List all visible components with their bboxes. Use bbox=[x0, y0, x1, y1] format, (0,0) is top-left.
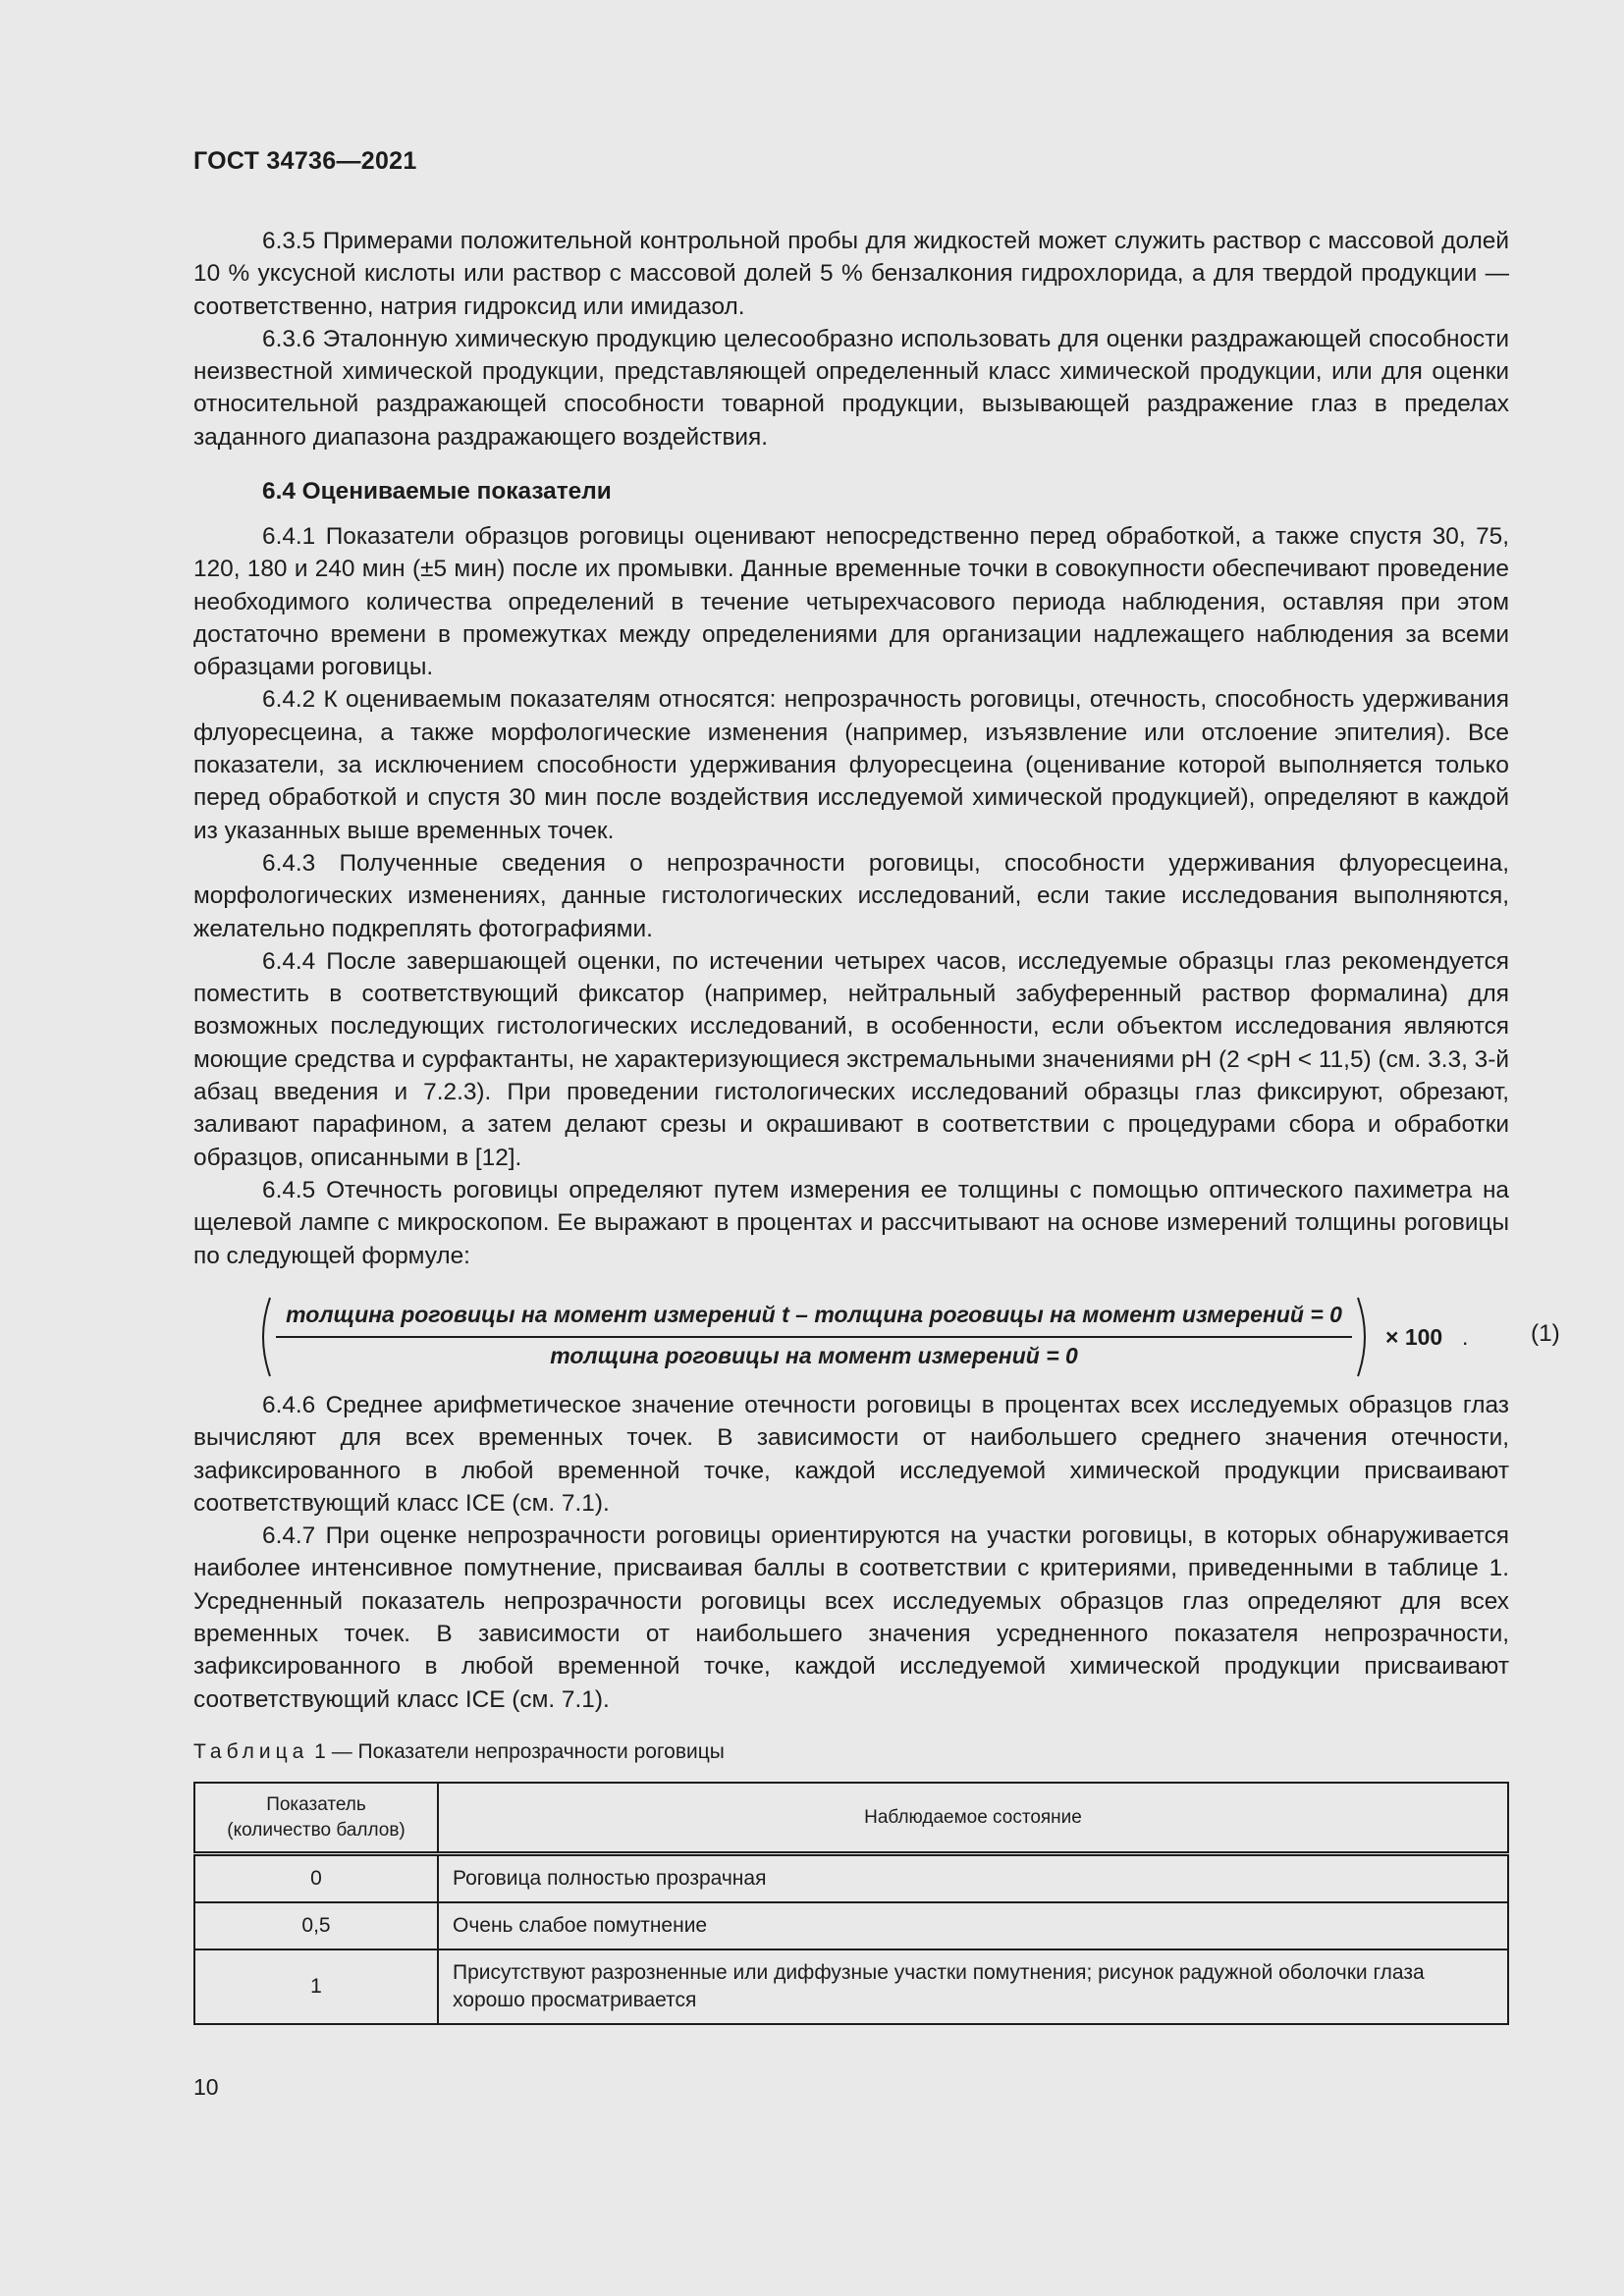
header-score-line2: (количество баллов) bbox=[227, 1819, 406, 1841]
table-cell-description: Присутствуют разрозненные или диффузные участки помутнения; рисунок радужной оболочки глаза хорошо просматривается bbox=[438, 1949, 1508, 2024]
table-header-row bbox=[194, 1783, 1508, 1854]
formula-numerator-suffix: – толщина роговицы на момент измерений = 0 bbox=[788, 1302, 1342, 1327]
page-number: 10 bbox=[193, 2074, 219, 2100]
header-score-line1: Показатель bbox=[266, 1793, 366, 1815]
table-caption-label: Таблица bbox=[193, 1740, 309, 1763]
fraction-line bbox=[276, 1336, 1352, 1338]
table-header-condition: Наблюдаемое состояние bbox=[438, 1783, 1508, 1854]
table-caption bbox=[193, 1740, 725, 1764]
table-cell-score: 0 bbox=[194, 1854, 438, 1903]
equation-number: (1) bbox=[1531, 1320, 1560, 1347]
formula-numerator-var: t bbox=[782, 1302, 789, 1327]
section-heading-6-4: 6.4 Оцениваемые показатели bbox=[262, 478, 612, 505]
table-row bbox=[194, 1902, 1508, 1949]
right-parenthesis-icon bbox=[1354, 1296, 1374, 1378]
paragraph-6-4-6: 6.4.6 Среднее арифметическое значение отечности роговицы в процентах всех исследуемых образцов глаз вычисляют для всех временных точек. В зависимости от наибольшего среднего значения отечности, зафиксированного в любой временной точке, каждой исследуемой химической продукции присваивают соответствующий класс ICE (см. 7.1). bbox=[193, 1392, 1509, 1517]
paragraph-6-3-6: 6.3.6 Эталонную химическую продукцию целесообразно использовать для оценки раздражающей способности неизвестной химической продукции, представляющей определенный класс химической продукции, или для оценки относительной раздражающей способности товарной продукции, вызывающей раздражение глаз в пределах заданного диапазона раздражающего воздействия. bbox=[193, 325, 1509, 451]
paragraph-6-4-3: 6.4.3 Полученные сведения о непрозрачности роговицы, способности удерживания флуоресцеина, морфологических изменениях, данные гистологических исследований, если такие исследования выполняются, желательно подкреплять фотографиями. bbox=[193, 849, 1509, 942]
left-parenthesis-icon bbox=[254, 1296, 274, 1378]
table-cell-description: Роговица полностью прозрачная bbox=[438, 1854, 1508, 1903]
paragraph-6-4-7: 6.4.7 При оценке непрозрачности роговицы ориентируются на участки роговицы, в которых обнаруживается наиболее интенсивное помутнение, присваивая баллы в соответствии с критериями, приведенными в таблице 1. Усредненный показатель непрозрачности роговицы всех исследуемых образцов глаз определяют для всех временных точек. В зависимости от наибольшего значения усредненного показателя непрозрачности, зафиксированного в любой временной точке, каждой исследуемой химической продукции присваивают соответствующий класс ICE (см. 7.1). bbox=[193, 1522, 1509, 1713]
formula-denominator: толщина роговицы на момент измерений = 0 bbox=[550, 1343, 1078, 1368]
table-header-score bbox=[194, 1783, 438, 1854]
text-block-bottom bbox=[193, 1389, 1509, 1716]
paragraph-6-4-4: 6.4.4 После завершающей оценки, по истечении четырех часов, исследуемые образцы глаз рекомендуется поместить в соответствующий фиксатор (например, нейтральный забуференный раствор формалина) для возможных последующих гистологических исследований, в особенности, если объектом исследования являются моющие средства и сурфактанты, не характеризующиеся экстремальными значениями pH (2 <pH < 11,5) (см. 3.3, 3-й абзац введения и 7.2.3). При проведении гистологических исследований образцы глаз фиксируют, обрезают, заливают парафином, а затем делают срезы и окрашивают в соответствии с процедурами сбора и обработки образцов, описанными в [12]. bbox=[193, 947, 1509, 1171]
table-caption-text: 1 — Показатели непрозрачности роговицы bbox=[308, 1740, 725, 1763]
document-header-title: ГОСТ 34736—2021 bbox=[193, 147, 417, 175]
text-block-middle bbox=[193, 520, 1509, 1272]
paragraph-6-4-1: 6.4.1 Показатели образцов роговицы оценивают непосредственно перед обработкой, а также спустя 30, 75, 120, 180 и 240 мин (±5 мин) после их промывки. Данные временные точки в совокупности обеспечивают проведение необходимого количества определений в течение четырехчасового периода наблюдения, оставляя при этом достаточно времени в промежутках между определениями для организации надлежащего наблюдения за всеми образцами роговицы. bbox=[193, 523, 1509, 681]
table-cell-description: Очень слабое помутнение bbox=[438, 1902, 1508, 1949]
table-cell-score: 0,5 bbox=[194, 1902, 438, 1949]
paragraph-6-4-5: 6.4.5 Отечность роговицы определяют путем измерения ее толщины с помощью оптического пахиметра на щелевой лампе с микроскопом. Ее выражают в процентах и рассчитывают на основе измерений толщины роговицы по следующей формуле: bbox=[193, 1176, 1509, 1269]
paragraph-6-4-2: 6.4.2 К оцениваемым показателям относятся: непрозрачность роговицы, отечность, способность удерживания флуоресцеина, а также морфологические изменения (например, изъязвление или отслоение эпителия). Все показатели, за исключением способности удерживания флуоресцеина (оценивание которой выполняется только перед обработкой и спустя 30 мин после воздействия исследуемой химической продукцией), определяют в каждой из указанных выше временных точек. bbox=[193, 686, 1509, 844]
table-cell-score: 1 bbox=[194, 1949, 438, 2024]
table-row bbox=[194, 1949, 1508, 2024]
text-block-top bbox=[193, 225, 1509, 454]
opacity-table bbox=[193, 1782, 1509, 2025]
table-row bbox=[194, 1854, 1508, 1903]
formula-numerator bbox=[274, 1302, 1354, 1328]
formula-numerator-prefix: толщина роговицы на момент измерений bbox=[286, 1302, 783, 1327]
formula-dot: . bbox=[1462, 1324, 1469, 1350]
formula-1 bbox=[254, 1296, 1560, 1378]
formula-multiplier: × 100 bbox=[1385, 1324, 1443, 1350]
paragraph-6-3-5: 6.3.5 Примерами положительной контрольной пробы для жидкостей может служить раствор с массовой долей 10 % уксусной кислоты или раствор с массовой долей 5 % бензалкония гидрохлорида, а для твердой продукции — соответственно, натрия гидроксид или имидазол. bbox=[193, 228, 1509, 320]
